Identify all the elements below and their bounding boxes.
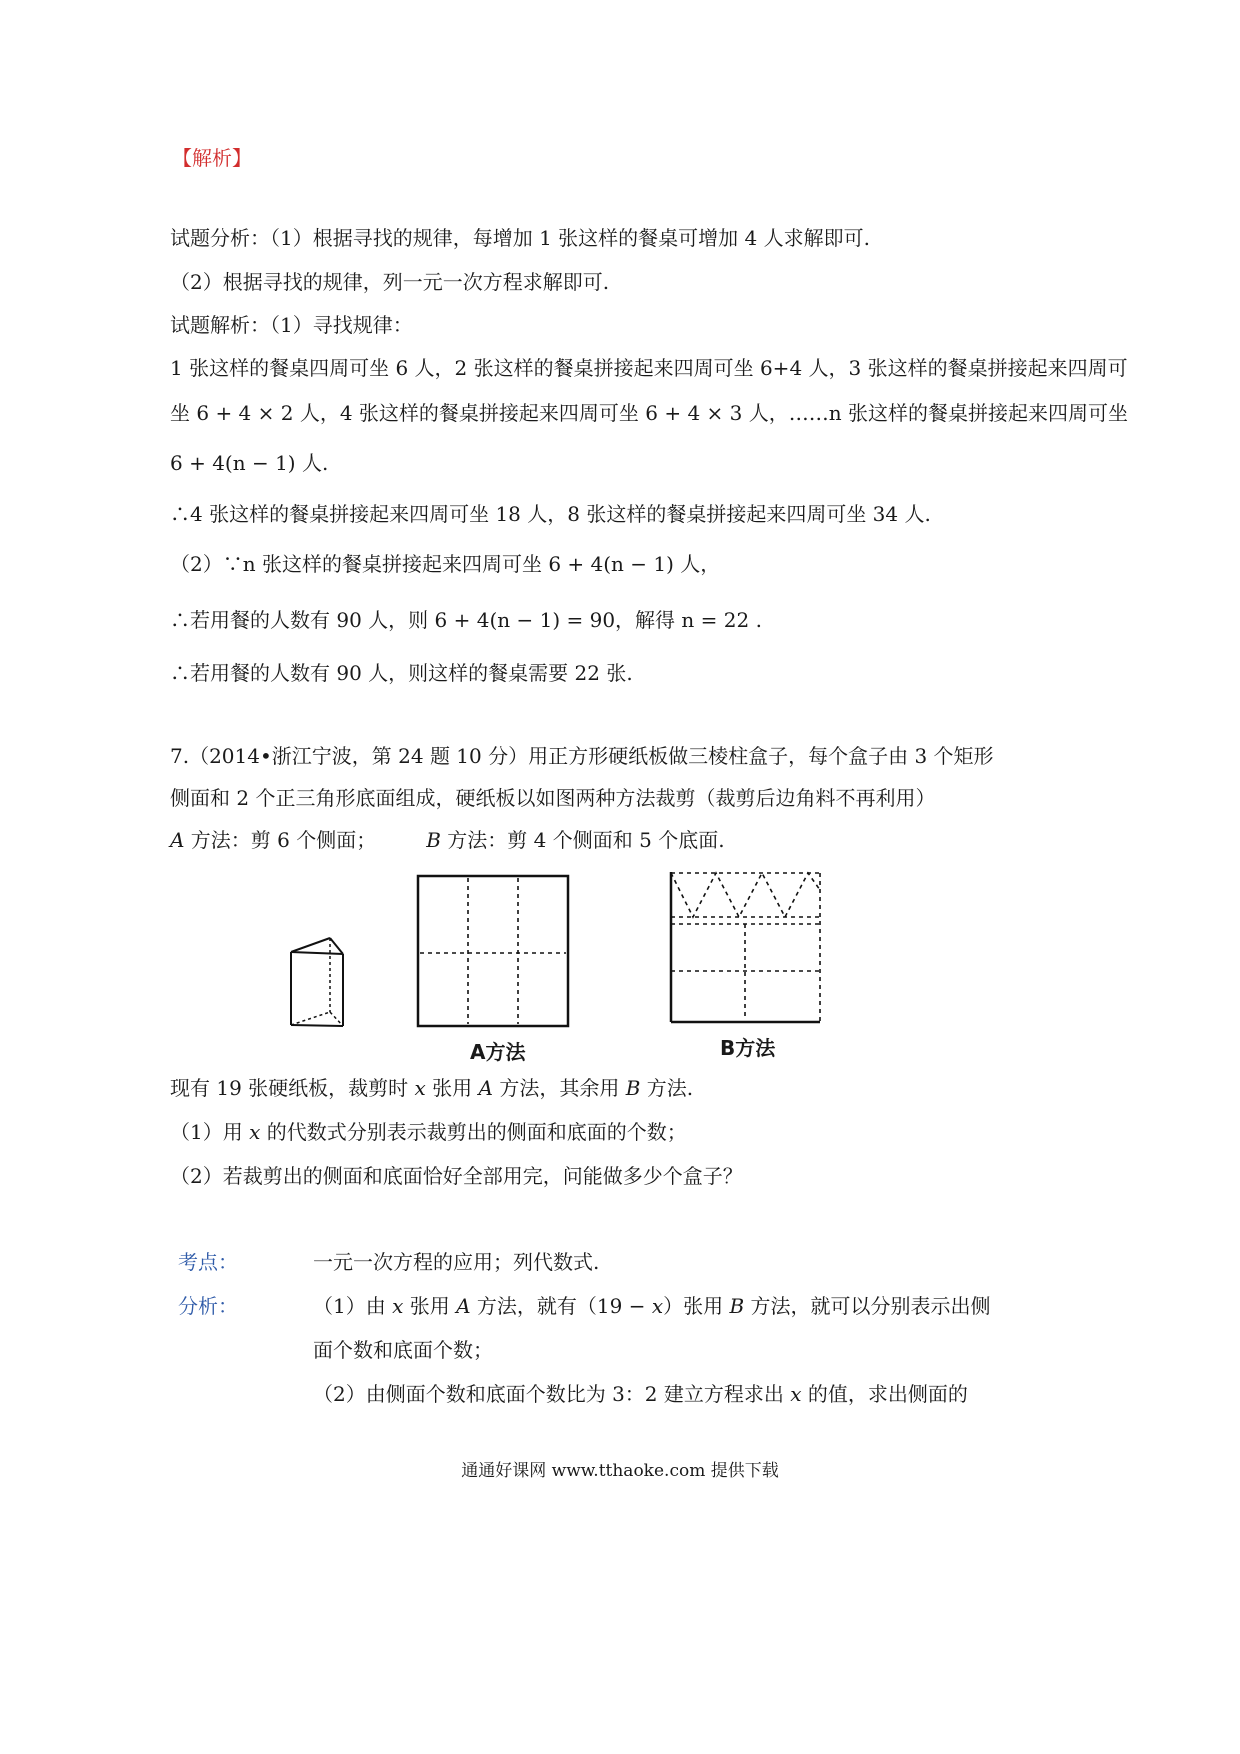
f1-var-b: B — [729, 1294, 745, 1318]
q3-text-3: 方法，其余用 — [492, 1076, 626, 1100]
analysis-line-1: 试题分析：（1）根据寻找的规律，每增加 1 张这样的餐桌可增加 4 人求解即可. — [170, 226, 870, 250]
problem-7-question-2: （2）若裁剪出的侧面和底面恰好全部用完，问能做多少个盒子？ — [170, 1164, 743, 1188]
problem-7-line-3 — [170, 1074, 693, 1102]
method-a-diagram — [416, 874, 572, 1030]
problem-7-question-1 — [170, 1118, 687, 1146]
kaodian-text: 一元一次方程的应用；列代数式. — [313, 1250, 600, 1274]
fenxi-line-1 — [313, 1292, 991, 1320]
method-a-text: 方法：剪 6 个侧面； — [184, 828, 377, 852]
problem-7-methods — [170, 826, 725, 854]
solution-line-4: 6 + 4(n − 1) 人. — [170, 451, 329, 475]
triangular-prism-figure — [285, 930, 351, 1030]
f1-var-x-2: x — [651, 1294, 664, 1318]
q3-var-a: A — [478, 1076, 493, 1100]
fenxi-line-3 — [313, 1380, 968, 1408]
solution-line-3: 坐 6 + 4 × 2 人，4 张这样的餐桌拼接起来四周可坐 6 + 4 × 3 人，……n 张这样的餐桌拼接起来四周可坐 — [170, 401, 1128, 425]
f3-var-x: x — [790, 1382, 802, 1406]
q4-text-2: 的代数式分别表示裁剪出的侧面和底面的个数； — [260, 1120, 687, 1144]
method-b-diagram — [668, 870, 824, 1026]
solution-line-6: （2）∵n 张这样的餐桌拼接起来四周可坐 6 + 4(n − 1) 人， — [170, 552, 721, 576]
q3-text-4: 方法. — [640, 1076, 694, 1100]
solution-line-5: ∴4 张这样的餐桌拼接起来四周可坐 18 人，8 张这样的餐桌拼接起来四周可坐 34 人. — [170, 502, 931, 526]
page-footer: 通通好课网 www.tthaoke.com 提供下载 — [461, 1461, 779, 1481]
q3-var-x: x — [414, 1076, 426, 1100]
f1-var-x: x — [392, 1294, 404, 1318]
method-b-caption: B方法 — [720, 1036, 776, 1060]
method-a-label: A — [170, 828, 185, 852]
f1-var-a: A — [456, 1294, 471, 1318]
f1-text-4: ）张用 — [663, 1294, 730, 1318]
q4-var-x: x — [249, 1120, 261, 1144]
q3-text-2: 张用 — [425, 1076, 479, 1100]
kaodian-label: 考点： — [178, 1250, 238, 1274]
q3-var-b: B — [625, 1076, 641, 1100]
method-a-caption: A方法 — [470, 1040, 526, 1064]
fenxi-label: 分析： — [178, 1294, 238, 1318]
f1-text-5: 方法，就可以分别表示出侧 — [744, 1294, 991, 1318]
solution-line-8: ∴若用餐的人数有 90 人，则这样的餐桌需要 22 张. — [170, 661, 633, 685]
solution-line-7: ∴若用餐的人数有 90 人，则 6 + 4(n − 1) = 90，解得 n = 22 . — [170, 608, 762, 632]
problem-7-line-1: 7.（2014•浙江宁波，第 24 题 10 分）用正方形硬纸板做三棱柱盒子，每个盒子由 3 个矩形 — [170, 744, 994, 768]
f3-text-2: 的值，求出侧面的 — [801, 1382, 968, 1406]
analysis-tag: 【解析】 — [172, 146, 252, 170]
q4-text-1: （1）用 — [170, 1120, 250, 1144]
fenxi-line-2: 面个数和底面个数； — [313, 1338, 493, 1362]
method-b-label: B — [426, 828, 441, 852]
f3-text-1: （2）由侧面个数和底面个数比为 3：2 建立方程求出 — [313, 1382, 791, 1406]
f1-text-1: （1）由 — [313, 1294, 393, 1318]
f1-text-2: 张用 — [403, 1294, 457, 1318]
solution-line-1: 试题解析：（1）寻找规律： — [170, 313, 413, 337]
f1-text-3: 方法，就有（19 − — [470, 1294, 652, 1318]
problem-7-line-2: 侧面和 2 个正三角形底面组成，硬纸板以如图两种方法裁剪（裁剪后边角料不再利用） — [170, 786, 936, 810]
solution-line-2: 1 张这样的餐桌四周可坐 6 人，2 张这样的餐桌拼接起来四周可坐 6+4 人，3 张这样的餐桌拼接起来四周可 — [170, 356, 1128, 380]
analysis-line-2: （2）根据寻找的规律，列一元一次方程求解即可. — [170, 270, 610, 294]
method-b-text: 方法：剪 4 个侧面和 5 个底面. — [440, 828, 725, 852]
q3-text-1: 现有 19 张硬纸板，裁剪时 — [170, 1076, 415, 1100]
